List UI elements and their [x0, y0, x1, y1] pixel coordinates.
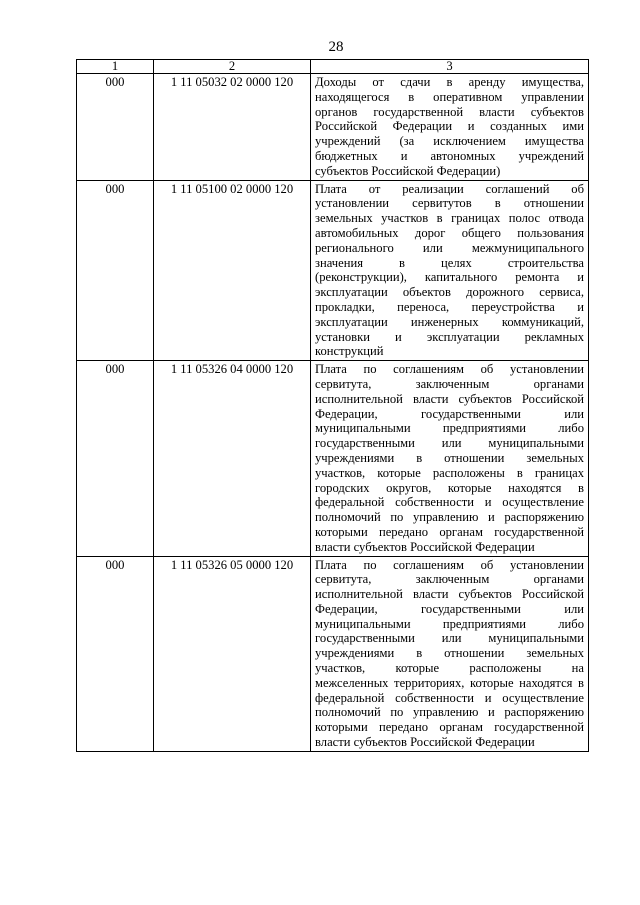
description-line: регионального или межмуниципального: [315, 240, 584, 255]
admin-code-cell: 000: [77, 361, 154, 556]
description-line: установлении сервитутов в отношении: [315, 196, 584, 211]
description-line: государственными или муниципальными: [315, 436, 584, 451]
description-line: органов государственной власти субъектов: [315, 104, 584, 119]
budget-classification-table: [76, 59, 589, 752]
description-line: Доходы от сдачи в аренду имущества,: [315, 75, 584, 89]
description-line: участков, которые расположены в границах: [315, 465, 584, 480]
description-line: эксплуатации объектов дорожного сервиса,: [315, 285, 584, 300]
description-line: автомобильных дорог общего пользования: [315, 225, 584, 240]
kbk-code-cell: 1 11 05032 02 0000 120: [154, 74, 311, 181]
description-line: конструкций: [315, 344, 384, 359]
description-line: учреждениями в отношении земельных: [315, 450, 584, 465]
description-line: Федерации, государственными или: [315, 406, 584, 421]
admin-code-cell: 000: [77, 180, 154, 361]
description-line: полномочий по управлению и распоряжению: [315, 705, 584, 720]
description-line: значения в целях строительства: [315, 255, 584, 270]
description-line: межселенных территориях, которые находятся в: [315, 675, 584, 690]
description-line: городских округов, которые находятся в: [315, 480, 584, 495]
column-header-2: 2: [154, 60, 311, 74]
description-line: (реконструкции), капитального ремонта и: [315, 270, 584, 285]
description-line: установки и эксплуатации рекламных: [315, 329, 584, 344]
description-line: сервитута, заключенным органами: [315, 376, 584, 391]
description-line: земельных участков в границах полос отвода: [315, 211, 584, 226]
description-line: которыми передано органам государственной: [315, 720, 584, 735]
description-line: исполнительной власти субъектов Российской: [315, 391, 584, 406]
description-line: бюджетных и автономных учреждений: [315, 148, 584, 163]
description-line: федеральной собственности и осуществление: [315, 690, 584, 705]
column-header-3: 3: [311, 60, 589, 74]
description-line: эксплуатации инженерных коммуникаций,: [315, 314, 584, 329]
description-line: Плата по соглашениям об установлении: [315, 362, 584, 377]
description-cell: [311, 361, 589, 556]
description-line: Плата по соглашениям об установлении: [315, 557, 584, 572]
description-line: субъектов Российской Федерации): [315, 163, 501, 178]
column-header-1: 1: [77, 60, 154, 74]
kbk-code-cell: 1 11 05326 04 0000 120: [154, 361, 311, 556]
description-line: полномочий по управлению и распоряжению: [315, 510, 584, 525]
description-line: учреждений (за исключением имущества: [315, 134, 584, 149]
table-row: [77, 556, 589, 751]
description-line: Плата от реализации соглашений об: [315, 181, 584, 196]
description-line: власти субъектов Российской Федерации: [315, 735, 535, 750]
description-line: прокладки, переноса, переустройства и: [315, 299, 584, 314]
description-line: федеральной собственности и осуществление: [315, 495, 584, 510]
description-line: находящегося в оперативном управлении: [315, 89, 584, 104]
description-line: государственными или муниципальными: [315, 631, 584, 646]
table-row: [77, 361, 589, 556]
description-line: муниципальными предприятиями либо: [315, 616, 584, 631]
description-line: участков, которые расположены на: [315, 661, 584, 676]
description-line: муниципальными предприятиями либо: [315, 421, 584, 436]
admin-code-cell: 000: [77, 74, 154, 181]
description-line: Российской Федерации и созданных ими: [315, 119, 584, 134]
page-number: 28: [328, 39, 344, 55]
description-line: которыми передано органам государственной: [315, 524, 584, 539]
description-line: сервитута, заключенным органами: [315, 572, 584, 587]
description-line: власти субъектов Российской Федерации: [315, 539, 535, 554]
description-line: учреждениями в отношении земельных: [315, 646, 584, 661]
admin-code-cell: 000: [77, 556, 154, 751]
kbk-code-cell: 1 11 05326 05 0000 120: [154, 556, 311, 751]
description-cell: [311, 180, 589, 361]
description-line: Федерации, государственными или: [315, 601, 584, 616]
description-cell: [311, 74, 589, 181]
description-cell: [311, 556, 589, 751]
description-line: исполнительной власти субъектов Российской: [315, 587, 584, 602]
table-header-row: [77, 60, 589, 74]
table-row: [77, 74, 589, 181]
kbk-code-cell: 1 11 05100 02 0000 120: [154, 180, 311, 361]
table-row: [77, 180, 589, 361]
